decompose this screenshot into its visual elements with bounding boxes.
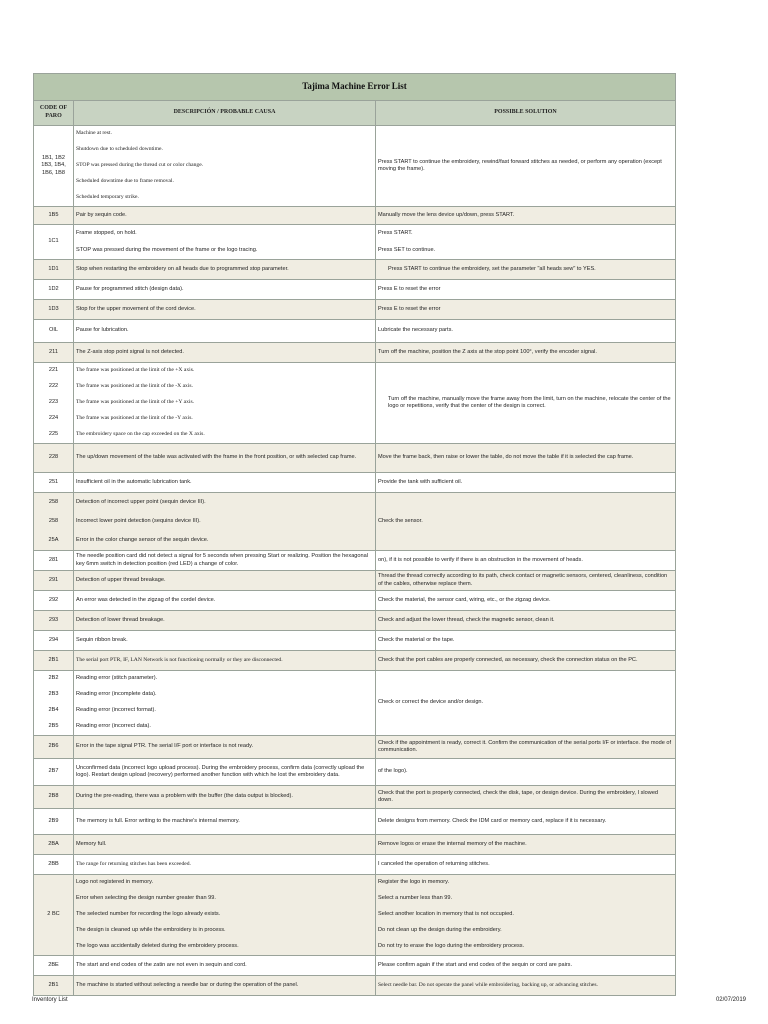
solution-text: Check that the port cables are properly connected, as necessary, check the connection status on the PC.: [378, 656, 638, 663]
error-code: 258: [48, 517, 59, 524]
solution-text: Turn off the machine, manually move the frame away from the limit, turn on the machine, relocate the center of the logo or repetitions, verify that the center of the design is correct.: [388, 395, 671, 409]
header-solution: POSSIBLE SOLUTION: [376, 101, 676, 126]
table-row: [34, 591, 676, 611]
description-cell: [74, 363, 376, 444]
table-row: [34, 786, 676, 809]
description-text: Reading error (incorrect data).: [76, 723, 151, 730]
error-code-cell: [34, 956, 74, 976]
description-text: The start and end codes of the zatin are not even in sequin and cord.: [76, 961, 247, 968]
table-row: [34, 225, 676, 260]
solution-text: Provide the tank with sufficient oil.: [378, 478, 463, 485]
table-row: [34, 835, 676, 855]
description-cell: [74, 809, 376, 835]
solution-cell: [376, 493, 676, 551]
error-code-cell: [34, 260, 74, 280]
description-cell: [74, 260, 376, 280]
error-code: 1D2: [48, 285, 59, 292]
footer-left: Inventory List: [32, 997, 68, 1003]
description-text: The frame was positioned at the limit of the -X axis.: [76, 383, 193, 390]
error-code: 292: [48, 596, 59, 603]
table-row: [34, 875, 676, 956]
description-text: The needle position card did not detect a signal for 5 seconds when pressing Start or realizing. Position the hexagonal key 6mm switch in detection position (red LED) a change of color.: [76, 553, 368, 567]
description-text: During the pre-reading, there was a problem with the buffer (the data output is blocked).: [76, 793, 293, 800]
table-row: [34, 126, 676, 207]
error-code: 2B1: [48, 656, 59, 663]
error-code-cell: [34, 631, 74, 651]
error-code-cell: [34, 320, 74, 343]
solution-text: Press START to continue the embroidery, rewind/fast forward stitches as needed, or perform any operation (except moving the frame).: [378, 158, 662, 172]
solution-text: Select needle bar. Do not operate the panel while embroidering, backing up, or advancing stitches.: [378, 981, 598, 988]
solution-cell: [376, 343, 676, 363]
error-code: 2B5: [48, 723, 59, 730]
description-cell: [74, 835, 376, 855]
error-code-cell: [34, 651, 74, 671]
description-cell: [74, 207, 376, 225]
error-code: 2B1: [48, 981, 59, 988]
description-text: The design is cleaned up while the embroidery is in process.: [76, 927, 226, 934]
error-code-cell: [34, 976, 74, 996]
solution-cell: [376, 591, 676, 611]
description-text: Detection of lower thread breakage.: [76, 616, 165, 623]
error-code: 2BE: [48, 961, 59, 968]
description-cell: [74, 736, 376, 759]
solution-text: Delete designs from memory. Check the IDM card or memory card, replace if it is necessary.: [378, 817, 607, 824]
solution-cell: [376, 631, 676, 651]
solution-text: Remove logos or erase the internal memory of the machine.: [378, 840, 527, 847]
description-cell: [74, 551, 376, 571]
description-text: The serial port PTR, IF, LAN Network is not functioning normally or they are disconnected.: [76, 656, 283, 663]
table-row: [34, 444, 676, 473]
table-row: [34, 671, 676, 736]
solution-cell: [376, 651, 676, 671]
description-text: The memory is full. Error writing to the machine's internal memory.: [76, 817, 240, 824]
description-cell: [74, 320, 376, 343]
error-code-cell: [34, 225, 74, 260]
description-text: The selected number for recording the logo already exists.: [76, 911, 221, 918]
description-cell: [74, 855, 376, 875]
error-code: 2BA: [48, 840, 59, 847]
header-code: CODE OF PARO: [34, 101, 74, 126]
description-text: Reading error (incomplete data).: [76, 691, 157, 698]
error-code: 1D3: [48, 305, 59, 312]
solution-text: I canceled the operation of returning stitches.: [378, 860, 490, 867]
solution-text: of the logo).: [378, 768, 408, 775]
solution-cell: [376, 225, 676, 260]
solution-text: Select another location in memory that is not occupied.: [378, 911, 514, 918]
error-code-cell: [34, 611, 74, 631]
description-text: Machine at rest.: [76, 130, 112, 137]
solution-text: Do not clean up the design during the embroidery.: [378, 927, 502, 934]
solution-cell: [376, 207, 676, 225]
error-code-cell: [34, 207, 74, 225]
solution-cell: [376, 300, 676, 320]
error-code: 211: [49, 348, 58, 355]
table-row: [34, 343, 676, 363]
description-text: The range for returning stitches has been exceeded.: [76, 860, 191, 867]
solution-cell: [376, 786, 676, 809]
description-text: Pause for programmed stitch (design data).: [76, 285, 184, 292]
error-code: 2B4: [48, 707, 59, 714]
description-cell: [74, 493, 376, 551]
error-code-cell: [34, 493, 74, 551]
table-row: [34, 631, 676, 651]
solution-text: Check the material, the sensor card, wiring, etc., or the zigzag device.: [378, 596, 551, 603]
error-code: 221: [48, 367, 59, 374]
description-text: Error in the tape signal PTR. The serial I/F port or interface is not ready.: [76, 743, 254, 750]
error-code: 293: [48, 616, 59, 623]
error-code: 224: [48, 415, 59, 422]
header-description: DESCRIPCIÓN / PROBABLE CAUSA: [74, 101, 376, 126]
description-text: Error in the color change sensor of the sequin device.: [76, 536, 209, 543]
solution-text: Press E to reset the error: [378, 285, 441, 292]
description-text: The frame was positioned at the limit of the +Y axis.: [76, 399, 195, 406]
error-code: 2B8: [48, 793, 59, 800]
description-text: STOP was pressed during the movement of the frame or the logo tracing.: [76, 246, 258, 253]
error-code: 1B5: [48, 211, 59, 218]
error-code: 225: [48, 431, 59, 438]
solution-cell: [376, 444, 676, 473]
table-row: [34, 300, 676, 320]
solution-cell: [376, 736, 676, 759]
solution-text: Check the sensor.: [378, 517, 423, 524]
description-cell: [74, 444, 376, 473]
solution-cell: [376, 126, 676, 207]
description-text: STOP was pressed during the thread cut or color change.: [76, 162, 204, 169]
description-cell: [74, 976, 376, 996]
solution-text: Please confirm again if the start and end codes of the sequin or cord are pairs.: [378, 961, 573, 968]
solution-cell: [376, 571, 676, 591]
table-row: [34, 651, 676, 671]
error-code: 1C1: [48, 238, 59, 245]
table-title: Tajima Machine Error List: [34, 74, 676, 101]
solution-text: Lubricate the necessary parts.: [378, 327, 453, 334]
error-code-cell: [34, 759, 74, 786]
error-code: 25A: [48, 536, 59, 543]
error-code: 281: [48, 556, 59, 563]
solution-cell: [376, 551, 676, 571]
description-cell: [74, 631, 376, 651]
error-code-cell: [34, 591, 74, 611]
error-code-cell: [34, 875, 74, 956]
description-text: Pair by sequin code.: [76, 211, 127, 218]
error-code-cell: [34, 835, 74, 855]
description-cell: [74, 126, 376, 207]
description-cell: [74, 956, 376, 976]
solution-text: Press E to reset the error: [378, 305, 441, 312]
error-code: 2BB: [48, 860, 59, 867]
error-code-cell: [34, 736, 74, 759]
description-cell: [74, 875, 376, 956]
error-code-cell: [34, 809, 74, 835]
table-row: [34, 260, 676, 280]
table-row: [34, 280, 676, 300]
error-code-cell: [34, 363, 74, 444]
table-body: [34, 126, 676, 996]
table-row: [34, 207, 676, 225]
solution-cell: [376, 956, 676, 976]
description-cell: [74, 651, 376, 671]
description-text: Scheduled downtime due to frame removal.: [76, 178, 174, 185]
error-code: 1B1, 1B2 1B3, 1B4, 1B6, 1B8: [41, 155, 66, 176]
description-text: Reading error (incorrect format).: [76, 707, 156, 714]
description-text: An error was detected in the zigzag of the cordel device.: [76, 596, 216, 603]
description-text: Frame stopped, on hold.: [76, 229, 137, 236]
description-text: The frame was positioned at the limit of the -Y axis.: [76, 415, 193, 422]
description-cell: [74, 786, 376, 809]
description-text: Pause for lubrication.: [76, 327, 129, 334]
error-code-cell: [34, 126, 74, 207]
solution-text: Manually move the lens device up/down, press START.: [378, 211, 515, 218]
solution-cell: [376, 260, 676, 280]
table-row: [34, 855, 676, 875]
solution-text: Thread the thread correctly according to its path, check contact or magnetic sensors, centered, cleanliness, condition of the cables, otherwise replace them.: [378, 573, 668, 587]
description-text: Insufficient oil in the automatic lubrication tank.: [76, 478, 192, 485]
solution-text: Check the material or the tape.: [378, 636, 455, 643]
error-code: 291: [48, 576, 59, 583]
description-text: The machine is started without selecting a needle bar or during the operation of the panel.: [76, 981, 299, 988]
table-row: [34, 363, 676, 444]
error-code-cell: [34, 551, 74, 571]
solution-cell: [376, 835, 676, 855]
description-text: The logo was accidentally deleted during the embroidery process.: [76, 943, 239, 950]
description-text: The frame was positioned at the limit of the +X axis.: [76, 367, 195, 374]
description-text: Shutdown due to scheduled downtime.: [76, 146, 163, 153]
solution-text: Turn off the machine, position the Z axis at the stop point 100°, verify the encoder signal.: [378, 348, 597, 355]
description-text: Error when selecting the design number greater than 99.: [76, 895, 216, 902]
error-code-cell: [34, 855, 74, 875]
description-cell: [74, 473, 376, 493]
solution-text: Check and adjust the lower thread, check the magnetic sensor, clean it.: [378, 616, 555, 623]
table-row: [34, 320, 676, 343]
description-text: Logo not registered in memory.: [76, 879, 154, 886]
description-text: Stop for the upper movement of the cord device.: [76, 305, 196, 312]
error-code-cell: [34, 300, 74, 320]
error-code-cell: [34, 571, 74, 591]
solution-cell: [376, 976, 676, 996]
description-cell: [74, 225, 376, 260]
error-code-cell: [34, 343, 74, 363]
solution-cell: [376, 611, 676, 631]
error-code: 222: [48, 383, 59, 390]
table-row: [34, 976, 676, 996]
description-text: Stop when restarting the embroidery on all heads due to programmed stop parameter.: [76, 265, 289, 272]
solution-text: Check or correct the device and/or design.: [378, 699, 484, 706]
error-code: 2B2: [48, 675, 59, 682]
solution-cell: [376, 759, 676, 786]
table-row: [34, 956, 676, 976]
error-code: 251: [48, 478, 59, 485]
error-code-cell: [34, 671, 74, 736]
table-row: [34, 736, 676, 759]
error-code: 223: [48, 399, 59, 406]
solution-text: Check if the appointment is ready, correct it. Confirm the communication of the serial ports I/F or interface. the mode of communication.: [378, 739, 672, 753]
table-row: [34, 493, 676, 551]
table-row: [34, 473, 676, 493]
solution-cell: [376, 280, 676, 300]
description-cell: [74, 611, 376, 631]
solution-text: Register the logo in memory.: [378, 879, 450, 886]
error-code: 2B7: [48, 768, 59, 775]
error-code-cell: [34, 786, 74, 809]
error-code: 294: [48, 636, 59, 643]
error-code: 1D1: [48, 265, 59, 272]
solution-cell: [376, 809, 676, 835]
description-text: Scheduled temporary strike.: [76, 194, 139, 201]
table-row: [34, 759, 676, 786]
description-text: Detection of incorrect upper point (sequin device III).: [76, 498, 206, 505]
solution-text: Do not try to erase the logo during the embroidery process.: [378, 943, 525, 950]
description-text: Incorrect lower point detection (sequins device III).: [76, 517, 201, 524]
description-cell: [74, 759, 376, 786]
error-code-cell: [34, 280, 74, 300]
error-list-table: [33, 73, 676, 996]
table-row: [34, 571, 676, 591]
footer-date: 02/07/2019: [715, 997, 746, 1003]
solution-cell: [376, 320, 676, 343]
solution-cell: [376, 363, 676, 444]
table-row: [34, 611, 676, 631]
error-code: 2B3: [48, 691, 59, 698]
solution-cell: [376, 875, 676, 956]
solution-cell: [376, 671, 676, 736]
description-text: Memory full.: [76, 840, 107, 847]
description-text: Reading error (stitch parameter).: [76, 675, 158, 682]
error-code-cell: [34, 444, 74, 473]
error-code-cell: [34, 473, 74, 493]
description-text: Unconfirmed data (incorrect logo upload process). During the embroidery process, confirm data (correctly upload the logo). Restart design upload (recovery) performed another function with which he lost the embroidery data.: [76, 764, 365, 778]
solution-text: Move the frame back, then raise or lower the table, do not move the table if it is selected the cap frame.: [378, 454, 634, 461]
description-cell: [74, 591, 376, 611]
solution-text: Select a number less than 99.: [378, 895, 453, 902]
description-cell: [74, 300, 376, 320]
description-cell: [74, 671, 376, 736]
error-code: 258: [48, 498, 59, 505]
description-cell: [74, 280, 376, 300]
solution-text: Press START to continue the embroidery, set the parameter "all heads sew" to YES.: [388, 265, 596, 272]
description-text: Sequin ribbon break.: [76, 636, 128, 643]
description-text: Detection of upper thread breakage.: [76, 576, 166, 583]
solution-text: Press SET to continue.: [378, 246, 436, 253]
description-cell: [74, 343, 376, 363]
table-row: [34, 551, 676, 571]
error-code: 228: [48, 454, 59, 461]
solution-cell: [376, 473, 676, 493]
solution-text: Press START.: [378, 229, 413, 236]
error-code: 2B6: [48, 743, 59, 750]
solution-text: on), if it is not possible to verify if there is an obstruction in the movement of heads.: [378, 556, 583, 563]
description-text: The up/down movement of the table was activated with the frame in the front position, or with selected cap frame.: [76, 454, 357, 461]
description-text: The embroidery space on the cap exceeded on the X axis.: [76, 431, 205, 438]
description-cell: [74, 571, 376, 591]
solution-cell: [376, 855, 676, 875]
description-text: The Z-axis stop point signal is not detected.: [76, 348, 184, 355]
error-code: OIL: [48, 327, 59, 334]
error-code: 2 BC: [47, 911, 60, 918]
table-row: [34, 809, 676, 835]
error-code: 2B9: [48, 817, 59, 824]
solution-text: Check that the port is properly connected, check the disk, tape, or design device. During the embroidery, I slowed down.: [378, 789, 659, 803]
